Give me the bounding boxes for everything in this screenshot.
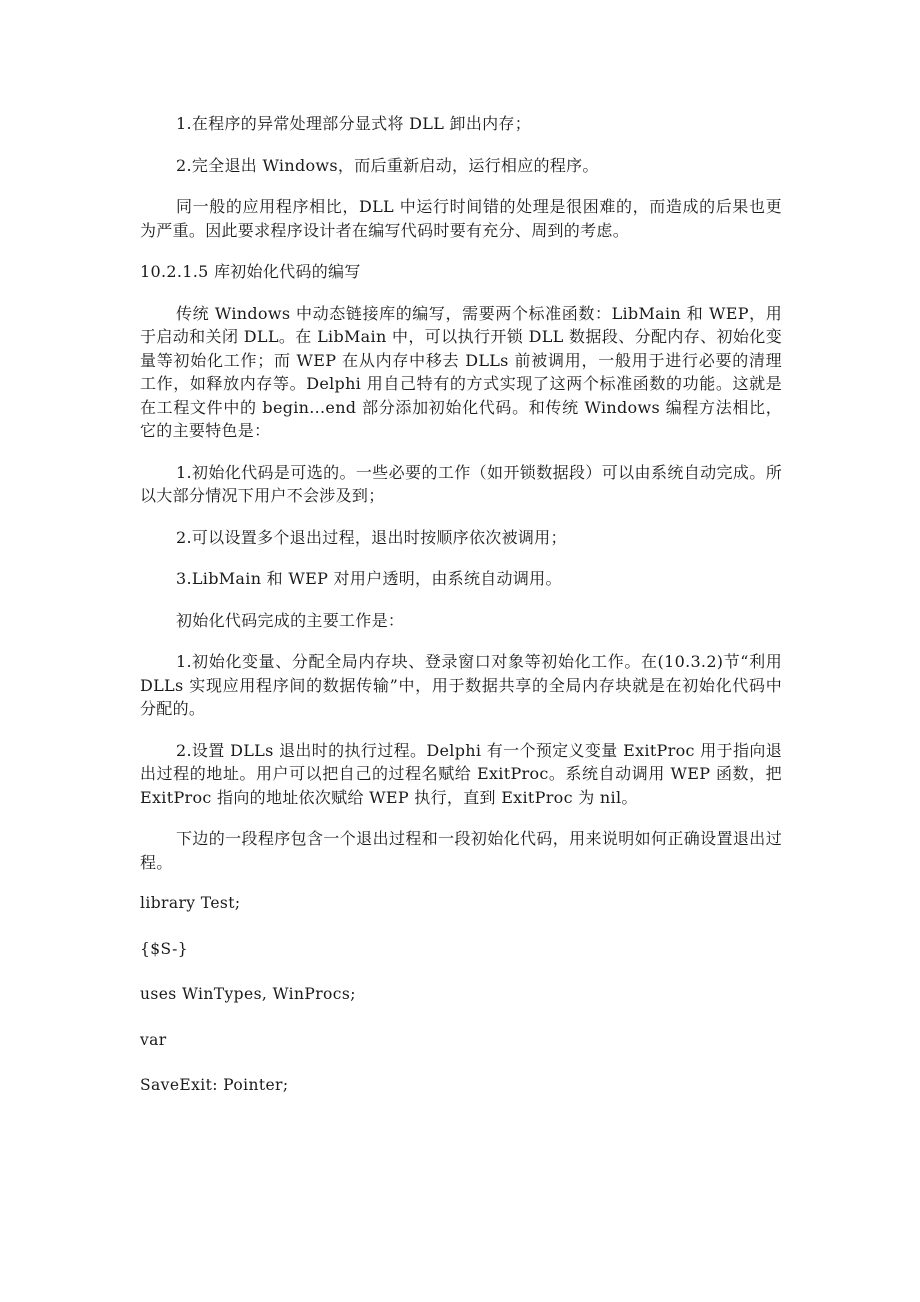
document-page: [140, 112, 782, 1120]
list-item-init-variables: 1.初始化变量、分配全局内存块、登录窗口对象等初始化工作。在(10.3.2)节“利用 DLLs 实现应用程序间的数据传输”中，用于数据共享的全局内存块就是在初始化代码中分配的。: [140, 652, 782, 718]
code-line: SaveExit: Pointer;: [140, 1076, 289, 1094]
list-item-unload-dll: 1.在程序的异常处理部分显式将 DLL 卸出内存；: [176, 114, 532, 133]
code-line: library Test;: [140, 894, 241, 912]
paragraph-example-intro: 下边的一段程序包含一个退出过程和一段初始化代码，用来说明如何正确设置退出过程。: [140, 829, 782, 872]
list-item-exitproc: 2.设置 DLLs 退出时的执行过程。Delphi 有一个预定义变量 ExitProc 用于指向退出过程的地址。用户可以把自己的过程名赋给 ExitProc。系统自动调用 WEP 函数，把 ExitProc 指向的地址依次赋给 WEP 执行，直到 ExitProc 为 nil。: [140, 740, 782, 807]
code-line: uses WinTypes, WinProcs;: [140, 985, 356, 1003]
list-item-optional-init: 1.初始化代码是可选的。一些必要的工作（如开锁数据段）可以由系统自动完成。所以大部分情况下用户不会涉及到；: [140, 462, 782, 505]
list-item-transparent: 3.LibMain 和 WEP 对用户透明，由系统自动调用。: [176, 569, 562, 588]
list-item-exit-procs: 2.可以设置多个退出过程，退出时按顺序依次被调用；: [176, 527, 567, 547]
paragraph-libmain-wep: 传统 Windows 中动态链接库的编写，需要两个标准函数：LibMain 和 WEP，用于启动和关闭 DLL。在 LibMain 中，可以执行开锁 DLL 数据段、分配内存、初始化变量等初始化工作；而 WEP 在从内存中移去 DLLs 前被调用，一般用于进行必要的清理工作，如释放内存等。Delphi 用自己特有的方式实现了这两个标准函数的功能。这就是在工程文件中的 begin...end 部分添加初始化代码。和传统 Windows 编程方法相比，它的主要特色是：: [140, 303, 782, 440]
paragraph-init-tasks: 初始化代码完成的主要工作是：: [176, 610, 405, 630]
paragraph-runtime-error: 同一般的应用程序相比，DLL 中运行时间错的处理是很困难的，而造成的后果也更为严重。因此要求程序设计者在编写代码时要有充分、周到的考虑。: [140, 197, 782, 240]
section-heading: 10.2.1.5 库初始化代码的编写: [140, 262, 361, 281]
code-line: var: [140, 1030, 167, 1049]
code-line: {$S-}: [140, 939, 189, 958]
list-item-restart-windows: 2.完全退出 Windows，而后重新启动，运行相应的程序。: [176, 155, 599, 175]
